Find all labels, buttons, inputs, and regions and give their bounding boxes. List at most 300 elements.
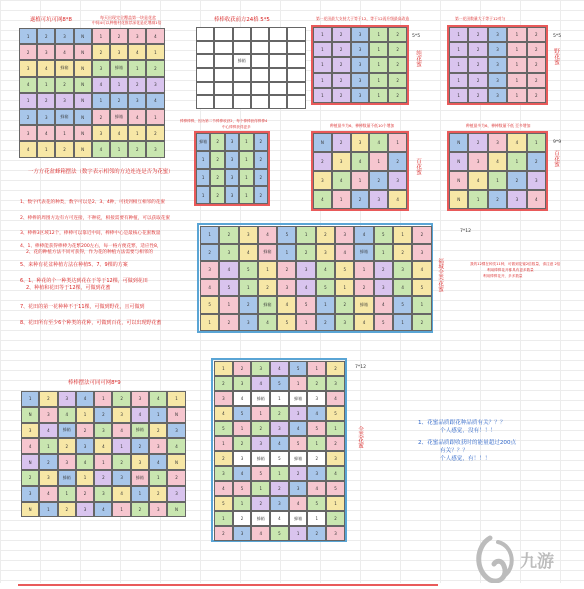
grid-cell: 1 (37, 77, 55, 93)
grid-cell: 3 (167, 423, 185, 439)
grid-cell: 1 (313, 73, 332, 88)
grid-cell: 3 (37, 109, 55, 125)
grid-cell: 4 (313, 190, 332, 209)
grid-cell: 3 (233, 451, 252, 466)
grid-cell: 1 (258, 261, 277, 279)
grid-cell: N (21, 502, 39, 518)
grid-cell: 4 (214, 481, 233, 496)
grid-cell: 1 (128, 125, 146, 141)
grid-cell: 3 (412, 244, 431, 262)
grid-cell: 1 (92, 93, 110, 109)
grid1-note-b: 中间4可以种植村花推荐深花是花增减1倍 (92, 20, 162, 25)
grid-cell: 蜂箱 (233, 54, 251, 68)
grid-cell: 2 (251, 421, 270, 436)
grid-cell: 4 (76, 391, 94, 407)
grid-cell: 4 (149, 454, 167, 470)
grid-cell: 5 (307, 496, 326, 511)
grid-cell: 5 (277, 226, 296, 244)
grid8 (200, 226, 432, 331)
grid-cell (251, 41, 269, 55)
grid-cell: 4 (112, 486, 130, 502)
grid-cell: 2 (316, 314, 335, 332)
grid-cell: 2 (110, 28, 128, 44)
rule-6: 6、1、种花的个一种类达到花在于等于12棵，可做到花田 (20, 278, 148, 284)
grid3-label: 纯花蜜 (415, 50, 421, 67)
side-note-2: 利用棒棒花开都具有更多数量 (487, 268, 534, 272)
grid-cell: 2 (146, 125, 164, 141)
grid-cell: 1 (239, 133, 253, 151)
grid-cell: 2 (39, 391, 57, 407)
grid-cell: 1 (313, 42, 332, 57)
grid-cell (287, 27, 305, 41)
grid-cell: 4 (488, 152, 507, 171)
grid-cell: 2 (332, 133, 351, 152)
grid-cell: 1 (76, 407, 94, 423)
grid-cell: N (74, 44, 92, 60)
grid6-label: 百花蜜 (415, 158, 421, 175)
grid-cell (196, 68, 214, 82)
grid9-size: 7*12 (355, 365, 367, 370)
grid-cell: 4 (507, 133, 526, 152)
grid-cell: 3 (351, 88, 370, 103)
grid-cell: 2 (19, 44, 37, 60)
grid-cell: 蜂箱 (55, 109, 73, 125)
grid-cell: N (74, 125, 92, 141)
grid-cell: 2 (307, 451, 326, 466)
grid-cell: N (74, 77, 92, 93)
grid-cell: 2 (388, 88, 407, 103)
grid-cell: 5 (326, 481, 345, 496)
grid-cell: N (449, 133, 468, 152)
grid-cell: 2 (55, 77, 73, 93)
grid-cell: 4 (131, 407, 149, 423)
grid-cell: 4 (37, 125, 55, 141)
grid-cell: 2 (468, 57, 487, 72)
grid-cell: 3 (39, 470, 57, 486)
grid-cell: 2 (239, 296, 258, 314)
grid-cell: 1 (316, 296, 335, 314)
grid-cell: 3 (307, 391, 326, 406)
grid-cell: 2 (369, 171, 388, 190)
grid-cell: 2 (214, 451, 233, 466)
grid5 (196, 133, 268, 204)
grid-cell: 3 (335, 226, 354, 244)
grid-cell: 4 (92, 141, 110, 157)
grid-cell: 3 (167, 486, 185, 502)
grid-cell: 2 (351, 190, 370, 209)
grid-cell: 1 (233, 496, 252, 511)
grid-cell: 1 (200, 314, 219, 332)
grid-cell: 3 (92, 60, 110, 76)
grid-cell: 1 (326, 496, 345, 511)
grid-cell: 5 (393, 296, 412, 314)
grid-cell: N (167, 502, 185, 518)
grid-cell: 1 (527, 133, 546, 152)
grid-cell: 3 (55, 93, 73, 109)
grid-cell (214, 27, 232, 41)
grid-cell: 2 (374, 261, 393, 279)
grid-cell: 4 (251, 376, 270, 391)
grid6-note: 种植最多为6，棒棒数量不低10个增加 (330, 123, 395, 128)
grid-cell (233, 82, 251, 96)
grid-cell: 蜂箱 (110, 109, 128, 125)
grid-cell: 4 (128, 44, 146, 60)
grid-cell: 2 (58, 502, 76, 518)
grid-cell: 1 (289, 376, 308, 391)
grid-cell: 1 (507, 73, 526, 88)
grid-cell: 5 (296, 296, 315, 314)
grid-cell: 2 (210, 133, 224, 151)
grid-cell: 2 (335, 296, 354, 314)
rule-7: 7、花田的第一花种种不于11棵，可做到野花，且可做到 (20, 304, 145, 310)
grid-cell: 2 (527, 42, 546, 57)
grid-cell: 蜂箱 (258, 296, 277, 314)
grid-cell: 1 (449, 57, 468, 72)
grid-cell: 1 (307, 361, 326, 376)
grid3-note: 第一花田最大支持大于等于12，等于12再升级最高改造 (316, 16, 410, 21)
grid-cell: 2 (388, 57, 407, 72)
grid-cell: 2 (55, 141, 73, 157)
grid-cell: N (449, 190, 468, 209)
grid-cell: 4 (374, 296, 393, 314)
grid-cell: 2 (313, 152, 332, 171)
grid-cell: 5 (233, 481, 252, 496)
grid-cell: 3 (335, 314, 354, 332)
grid-cell: N (74, 141, 92, 157)
grid-cell: 3 (149, 502, 167, 518)
grid-cell: 1 (313, 57, 332, 72)
grid-cell: 2 (149, 423, 167, 439)
grid-cell: 5 (307, 421, 326, 436)
grid-cell: 2 (146, 60, 164, 76)
grid-cell: 1 (507, 88, 526, 103)
grid-cell: 2 (488, 190, 507, 209)
grid-cell: 5 (335, 261, 354, 279)
grid-cell: 2 (326, 361, 345, 376)
grid-cell: 2 (332, 73, 351, 88)
grid-cell: 5 (200, 296, 219, 314)
grid-cell: 3 (307, 466, 326, 481)
grid-cell: 3 (488, 133, 507, 152)
grid-cell (196, 82, 214, 96)
grid-cell: N (21, 407, 39, 423)
grid-cell: 2 (21, 470, 39, 486)
grid-cell: 4 (110, 125, 128, 141)
question-1-answer: 个人感觉，没有！！！ (440, 428, 496, 434)
grid-cell: 2 (214, 376, 233, 391)
grid-cell: 4 (335, 244, 354, 262)
grid-cell: 3 (332, 152, 351, 171)
grid-cell: 4 (128, 109, 146, 125)
grid-cell: 3 (251, 361, 270, 376)
grid-cell: 2 (270, 406, 289, 421)
grid-cell: 1 (369, 42, 388, 57)
grid10-title: 棒棒摆法可同可网8*9 (68, 380, 121, 386)
grid-cell: 4 (19, 141, 37, 157)
grid-cell: 4 (332, 171, 351, 190)
rule-6b: 2、种植和花田等于12棵，可做到花蜜 (26, 285, 111, 291)
grid-cell (196, 27, 214, 41)
grid-cell: 4 (354, 226, 373, 244)
grid-cell: 3 (131, 454, 149, 470)
grid-cell: 蜂箱 (110, 60, 128, 76)
grid-cell: N (167, 454, 185, 470)
grid-cell: 3 (488, 42, 507, 57)
question-2-answer: 个人感觉，有！！！ (440, 456, 491, 462)
grid-cell: 1 (270, 391, 289, 406)
grid6 (313, 133, 407, 209)
grid-cell: 2 (233, 511, 252, 526)
grid-cell: 2 (354, 279, 373, 297)
grid-cell: 2 (210, 169, 224, 187)
grid-cell: 4 (289, 421, 308, 436)
grid-cell: 1 (239, 186, 253, 204)
grid-cell: 3 (94, 423, 112, 439)
grid-cell: 2 (254, 151, 268, 169)
grid4-note: 第一花田数量大于等于12对与 (455, 16, 506, 21)
grid-cell: 3 (468, 152, 487, 171)
grid-cell: 1 (449, 88, 468, 103)
grid-cell: 2 (412, 314, 431, 332)
grid-cell: 2 (527, 27, 546, 42)
grid-cell: 1 (251, 481, 270, 496)
grid-cell: 1 (196, 151, 210, 169)
grid-cell: 3 (19, 125, 37, 141)
grid-cell: 3 (289, 406, 308, 421)
grid-cell: 3 (110, 44, 128, 60)
grid-cell (214, 54, 232, 68)
grid-cell: 4 (316, 261, 335, 279)
grid-cell: 4 (76, 454, 94, 470)
grid-cell: 3 (55, 28, 73, 44)
grid-cell: 3 (214, 466, 233, 481)
grid-cell: 3 (296, 261, 315, 279)
grid-cell: 3 (351, 133, 370, 152)
grid-cell: 2 (219, 226, 238, 244)
grid7-label: 百花蜜 (553, 150, 559, 167)
grid-cell (269, 41, 287, 55)
grid-cell: 1 (146, 44, 164, 60)
grid-cell: 3 (131, 391, 149, 407)
grid-cell (251, 68, 269, 82)
grid-cell (233, 95, 251, 109)
grid-cell: 3 (76, 502, 94, 518)
grid-cell: 5 (374, 226, 393, 244)
grid5-note-b: 中心棒棒获得更多 (222, 125, 251, 129)
grid-cell: 2 (110, 93, 128, 109)
grid-cell: 3 (488, 27, 507, 42)
grid-cell: 1 (488, 171, 507, 190)
grid-cell: 3 (37, 44, 55, 60)
grid-cell: 蜂箱 (58, 470, 76, 486)
grid-cell: 1 (289, 526, 308, 541)
grid-cell: 4 (307, 406, 326, 421)
grid-cell: 3 (277, 279, 296, 297)
grid-cell: 1 (146, 109, 164, 125)
question-2-b: 有关？？？ (440, 448, 468, 454)
grid-cell (233, 68, 251, 82)
grid-cell: 4 (39, 486, 57, 502)
grid-cell: 4 (146, 28, 164, 44)
grid-cell: 2 (412, 226, 431, 244)
grid-cell: 4 (270, 511, 289, 526)
grid10 (21, 391, 186, 517)
grid-cell: 1 (219, 296, 238, 314)
grid-cell: 5 (326, 406, 345, 421)
grid-cell: 1 (251, 406, 270, 421)
grid-cell: 5 (270, 451, 289, 466)
grid-cell: 蜂箱 (55, 60, 73, 76)
grid-cell (214, 68, 232, 82)
grid-cell: 2 (233, 436, 252, 451)
grid8-label: 福城全类花蜜 (437, 258, 443, 292)
grid-cell: 1 (149, 470, 167, 486)
grid-cell: 3 (270, 421, 289, 436)
grid-cell: 3 (214, 391, 233, 406)
grid-cell: 4 (233, 391, 252, 406)
grid-cell: 4 (258, 226, 277, 244)
grid-cell: 1 (94, 391, 112, 407)
grid-cell: 1 (112, 502, 130, 518)
grid2-title: 棒棒收获前方24格 5*5 (214, 17, 270, 23)
question-1: 1、花蜜品质跟花种品质有关？？？ (418, 420, 506, 426)
grid5-note: 棒棒棒棒，因为第二节棒棒收获2，每个棒棒获得棒棒4 (180, 119, 268, 123)
grid-cell: 4 (112, 423, 130, 439)
grid-cell: 1 (92, 28, 110, 44)
grid-cell: 1 (55, 125, 73, 141)
grid-cell: 1 (112, 438, 130, 454)
grid-cell: 1 (507, 57, 526, 72)
grid-cell: 1 (239, 169, 253, 187)
rule-4: 4、1、棒棒能获得棒棒为花繁200左右，每一格方便花繁，适应性8， (20, 244, 162, 249)
grid-cell: 5 (316, 279, 335, 297)
grid-cell: 3 (233, 526, 252, 541)
grid-cell (214, 95, 232, 109)
grid-cell: N (449, 171, 468, 190)
grid-cell: 2 (233, 361, 252, 376)
grid-cell: 1 (393, 226, 412, 244)
grid-cell: 2 (214, 526, 233, 541)
grid-cell: 2 (112, 391, 130, 407)
grid-cell: 3 (58, 454, 76, 470)
grid-cell (269, 82, 287, 96)
grid-cell: 3 (351, 42, 370, 57)
grid-cell: 2 (388, 73, 407, 88)
grid-cell: 2 (527, 88, 546, 103)
grid-cell: 2 (254, 133, 268, 151)
grid-cell: 5 (214, 496, 233, 511)
grid-cell: 1 (335, 279, 354, 297)
grid-cell: 5 (219, 279, 238, 297)
grid-cell: 2 (316, 226, 335, 244)
grid-cell: N (74, 93, 92, 109)
grid-cell: 2 (393, 244, 412, 262)
grid-cell: 4 (149, 391, 167, 407)
grid-cell: 1 (21, 391, 39, 407)
grid-cell: 1 (449, 42, 468, 57)
grid-cell: 蜂箱 (131, 423, 149, 439)
grid-cell: 5 (251, 466, 270, 481)
grid-cell: 1 (374, 244, 393, 262)
grid-cell: 2 (332, 42, 351, 57)
grid-cell: 2 (277, 261, 296, 279)
grid-cell: 3 (92, 125, 110, 141)
grid-cell: 3 (21, 486, 39, 502)
grid-cell: 3 (225, 151, 239, 169)
grid-cell: N (313, 133, 332, 152)
grid4-label: 野花蜜 (553, 48, 559, 65)
grid-cell: 蜂箱 (58, 423, 76, 439)
grid4 (449, 27, 546, 103)
grid-cell: N (167, 407, 185, 423)
rule-8: 8、花田所有至少6个种类的花种，可做到百花，可以出现野花蜜 (20, 320, 162, 326)
grid-cell: 1 (128, 60, 146, 76)
side-note-1: 我的12棵在种类11种，可做到花蜜2倍数量，请注意 2倍 (470, 262, 561, 266)
grid-cell: 4 (239, 244, 258, 262)
grid-cell: 3 (19, 60, 37, 76)
grid-cell (269, 27, 287, 41)
grid-cell: 5 (374, 314, 393, 332)
grid-cell: 2 (289, 466, 308, 481)
grid-cell: 蜂箱 (354, 244, 373, 262)
grid-cell: 2 (332, 57, 351, 72)
grid-cell: 1 (58, 486, 76, 502)
grid-cell: 1 (131, 486, 149, 502)
grid-cell: 3 (225, 186, 239, 204)
grid-cell: 2 (270, 481, 289, 496)
grid-cell: 2 (210, 186, 224, 204)
grid-cell: 2 (251, 496, 270, 511)
grid-cell: 2 (131, 502, 149, 518)
grid-cell: 1 (19, 93, 37, 109)
grid-cell: 3 (326, 526, 345, 541)
grid-cell: 蜂箱 (251, 451, 270, 466)
grid-cell: 1 (332, 190, 351, 209)
grid-cell: N (449, 152, 468, 171)
grid-cell: 蜂箱 (289, 511, 308, 526)
grid-cell: 4 (307, 481, 326, 496)
grid-cell: 1 (149, 407, 167, 423)
grid-cell: 4 (94, 502, 112, 518)
grid-cell: 1 (270, 466, 289, 481)
grid-cell: 3 (225, 169, 239, 187)
grid-cell (196, 95, 214, 109)
grid-cell: 4 (289, 496, 308, 511)
grid-cell: 1 (354, 261, 373, 279)
grid-cell: 3 (488, 57, 507, 72)
grid-cell: 5 (214, 421, 233, 436)
grid-cell: 2 (19, 109, 37, 125)
grid-cell: 1 (296, 314, 315, 332)
grid-cell (287, 82, 305, 96)
grid3-size: 5*5 (412, 34, 421, 39)
grid-cell: 2 (37, 93, 55, 109)
grid-cell: 2 (527, 57, 546, 72)
grid-cell (251, 82, 269, 96)
grid9 (214, 361, 345, 541)
grid-cell: 3 (200, 261, 219, 279)
grid-cell: 4 (326, 391, 345, 406)
grid-cell: 蜂箱 (289, 451, 308, 466)
grid-cell: 2 (527, 152, 546, 171)
grid-cell (214, 82, 232, 96)
grid-cell: 1 (239, 151, 253, 169)
grid-cell: 4 (19, 77, 37, 93)
grid1 (19, 28, 165, 158)
grid-cell: 4 (146, 93, 164, 109)
grid-cell: 1 (393, 314, 412, 332)
grid-cell: 1 (449, 73, 468, 88)
